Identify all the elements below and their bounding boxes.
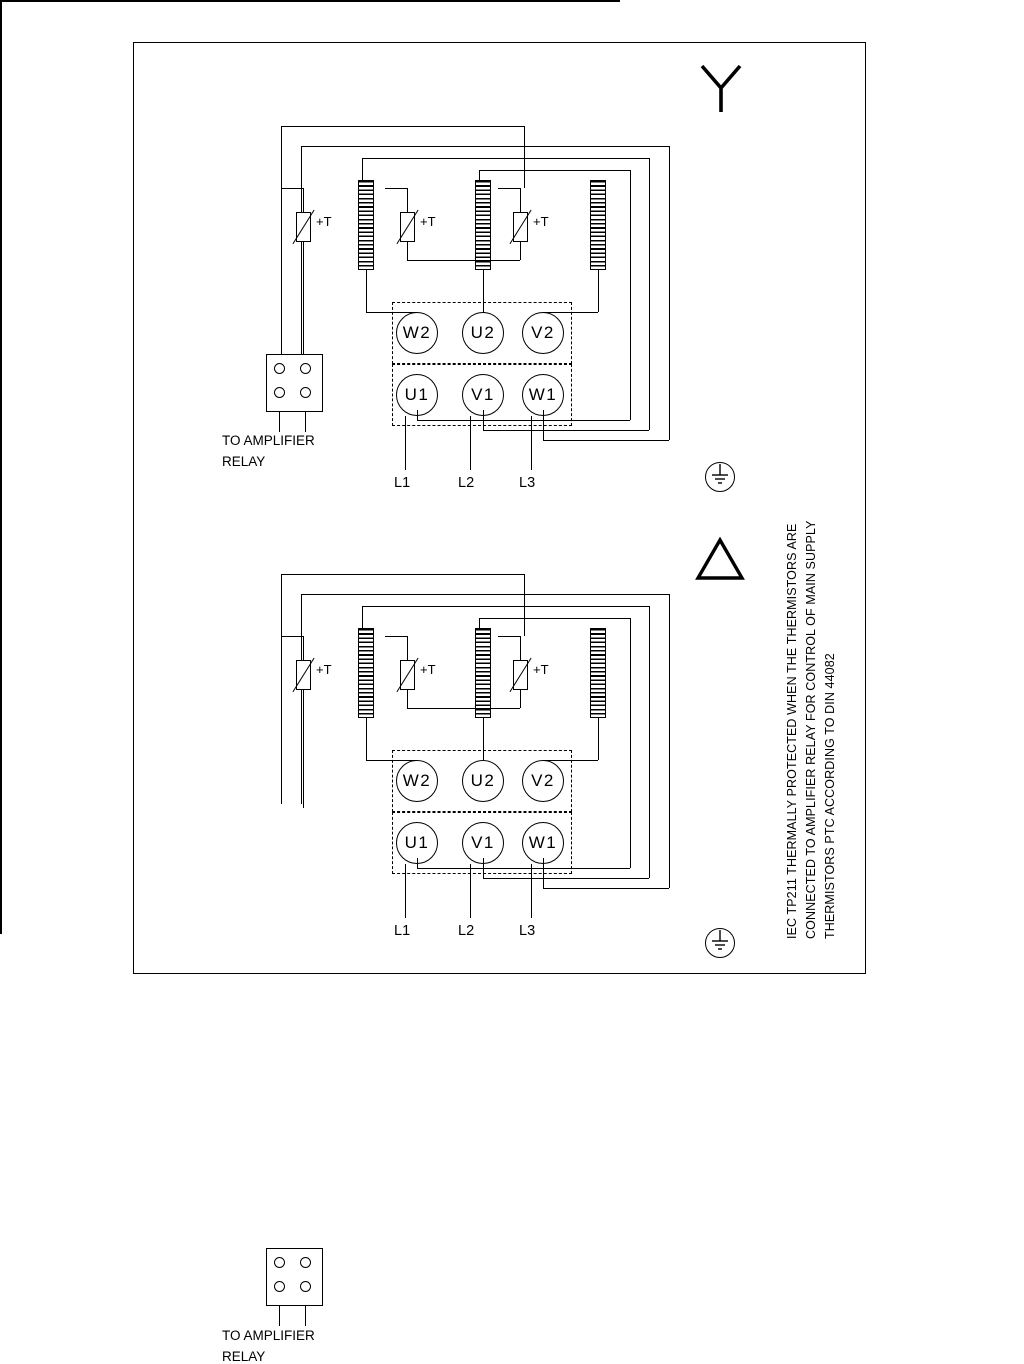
wire	[407, 260, 520, 261]
wire	[479, 618, 630, 619]
wire	[543, 888, 669, 889]
wire	[483, 430, 649, 431]
wire	[305, 1306, 306, 1326]
wire	[303, 636, 304, 660]
wire	[417, 868, 630, 869]
wire	[303, 242, 304, 360]
terminal-w1: W1	[522, 822, 564, 864]
supply-label-l1: L1	[394, 475, 411, 491]
panel-delta	[0, 448, 1024, 1364]
wire	[483, 858, 484, 878]
wire	[417, 858, 418, 868]
coil-1	[358, 628, 374, 718]
terminal-u2: U2	[462, 312, 504, 354]
wire	[543, 410, 544, 440]
supply-label-l3: L3	[519, 475, 536, 491]
wire	[281, 574, 525, 575]
coil-2	[475, 180, 491, 270]
wire	[301, 594, 302, 804]
panel-star	[0, 0, 1024, 508]
wire	[417, 420, 630, 421]
terminal-dot	[274, 1257, 285, 1268]
wire	[649, 158, 650, 430]
wire	[279, 1306, 280, 1326]
wire	[524, 574, 525, 636]
earth-symbol	[703, 926, 737, 960]
wire	[483, 878, 649, 879]
terminal-v2: V2	[522, 312, 564, 354]
thermistor-label-2: +T	[420, 214, 436, 229]
thermistor-label-1: +T	[316, 662, 332, 677]
coil-1	[358, 180, 374, 270]
wire	[301, 146, 669, 147]
note-line-3: THERMISTORS PTC ACCORDING TO DIN 44082	[823, 653, 837, 939]
wire	[407, 636, 408, 660]
wire	[520, 242, 521, 260]
wire	[362, 158, 649, 159]
wire	[669, 594, 670, 888]
thermistor-label-3: +T	[533, 662, 549, 677]
note-line-1: IEC TP211 THERMALLY PROTECTED WHEN THE THERMISTORS ARE	[785, 523, 799, 939]
wire	[303, 188, 304, 212]
wire	[385, 636, 407, 637]
terminal-v1: V1	[462, 374, 504, 416]
wire	[630, 618, 631, 868]
wire	[649, 606, 650, 878]
terminal-dot	[300, 363, 311, 374]
delta-symbol	[694, 536, 746, 582]
wire	[520, 188, 521, 212]
wire-l1	[405, 864, 406, 918]
wire	[385, 188, 407, 189]
amplifier-label-line1: TO AMPLIFIER	[222, 433, 315, 448]
supply-label-l2: L2	[458, 475, 475, 491]
thermistor-label-2: +T	[420, 662, 436, 677]
supply-label-l3: L3	[519, 923, 536, 939]
thermistor-label-1: +T	[316, 214, 332, 229]
coil-3	[590, 628, 606, 718]
wire	[483, 410, 484, 430]
wire	[417, 410, 418, 420]
wire	[281, 126, 282, 356]
coil-3	[590, 180, 606, 270]
wire	[498, 636, 520, 637]
terminal-dot	[274, 363, 285, 374]
star-symbol	[698, 62, 744, 114]
wire	[301, 146, 302, 356]
wire	[407, 690, 408, 708]
wire	[520, 690, 521, 708]
terminal-u2: U2	[462, 760, 504, 802]
wire	[543, 858, 544, 888]
terminal-dot	[300, 1281, 311, 1292]
terminal-dot	[300, 387, 311, 398]
wire	[598, 718, 599, 760]
wire	[366, 270, 367, 312]
coil-2	[475, 628, 491, 718]
wire	[301, 594, 669, 595]
wire	[498, 188, 520, 189]
wire	[543, 440, 669, 441]
terminal-u1: U1	[396, 822, 438, 864]
wire	[281, 636, 303, 637]
wire	[479, 170, 630, 171]
terminal-dot	[274, 387, 285, 398]
terminal-v1: V1	[462, 822, 504, 864]
terminal-w2: W2	[396, 760, 438, 802]
note-line-2: CONNECTED TO AMPLIFIER RELAY FOR CONTROL OF MAIN SUPPLY	[804, 520, 818, 939]
terminal-v2: V2	[522, 760, 564, 802]
wire	[281, 126, 525, 127]
wire	[598, 270, 599, 312]
terminal-u1: U1	[396, 374, 438, 416]
terminal-dot	[274, 1281, 285, 1292]
terminal-dot	[300, 1257, 311, 1268]
wire-l3	[531, 864, 532, 918]
amplifier-label-line1: TO AMPLIFIER	[222, 1328, 315, 1343]
amplifier-terminal-block	[266, 354, 323, 412]
supply-label-l2: L2	[458, 923, 475, 939]
wire	[279, 412, 280, 432]
wire	[362, 606, 649, 607]
amplifier-label-line2: RELAY	[222, 454, 266, 469]
wire	[281, 574, 282, 804]
wire	[630, 170, 631, 420]
wire	[366, 718, 367, 760]
wire	[524, 126, 525, 188]
wire	[520, 636, 521, 660]
wire	[407, 242, 408, 260]
wire	[303, 690, 304, 808]
wire-l2	[470, 864, 471, 918]
terminal-w1: W1	[522, 374, 564, 416]
terminal-w2: W2	[396, 312, 438, 354]
wire	[407, 708, 520, 709]
wire	[669, 146, 670, 440]
amplifier-label-line2: RELAY	[222, 1349, 266, 1364]
thermistor-label-3: +T	[533, 214, 549, 229]
supply-label-l1: L1	[394, 923, 411, 939]
wire	[407, 188, 408, 212]
wire	[305, 412, 306, 432]
wire	[281, 188, 303, 189]
amplifier-terminal-block	[266, 1248, 323, 1306]
